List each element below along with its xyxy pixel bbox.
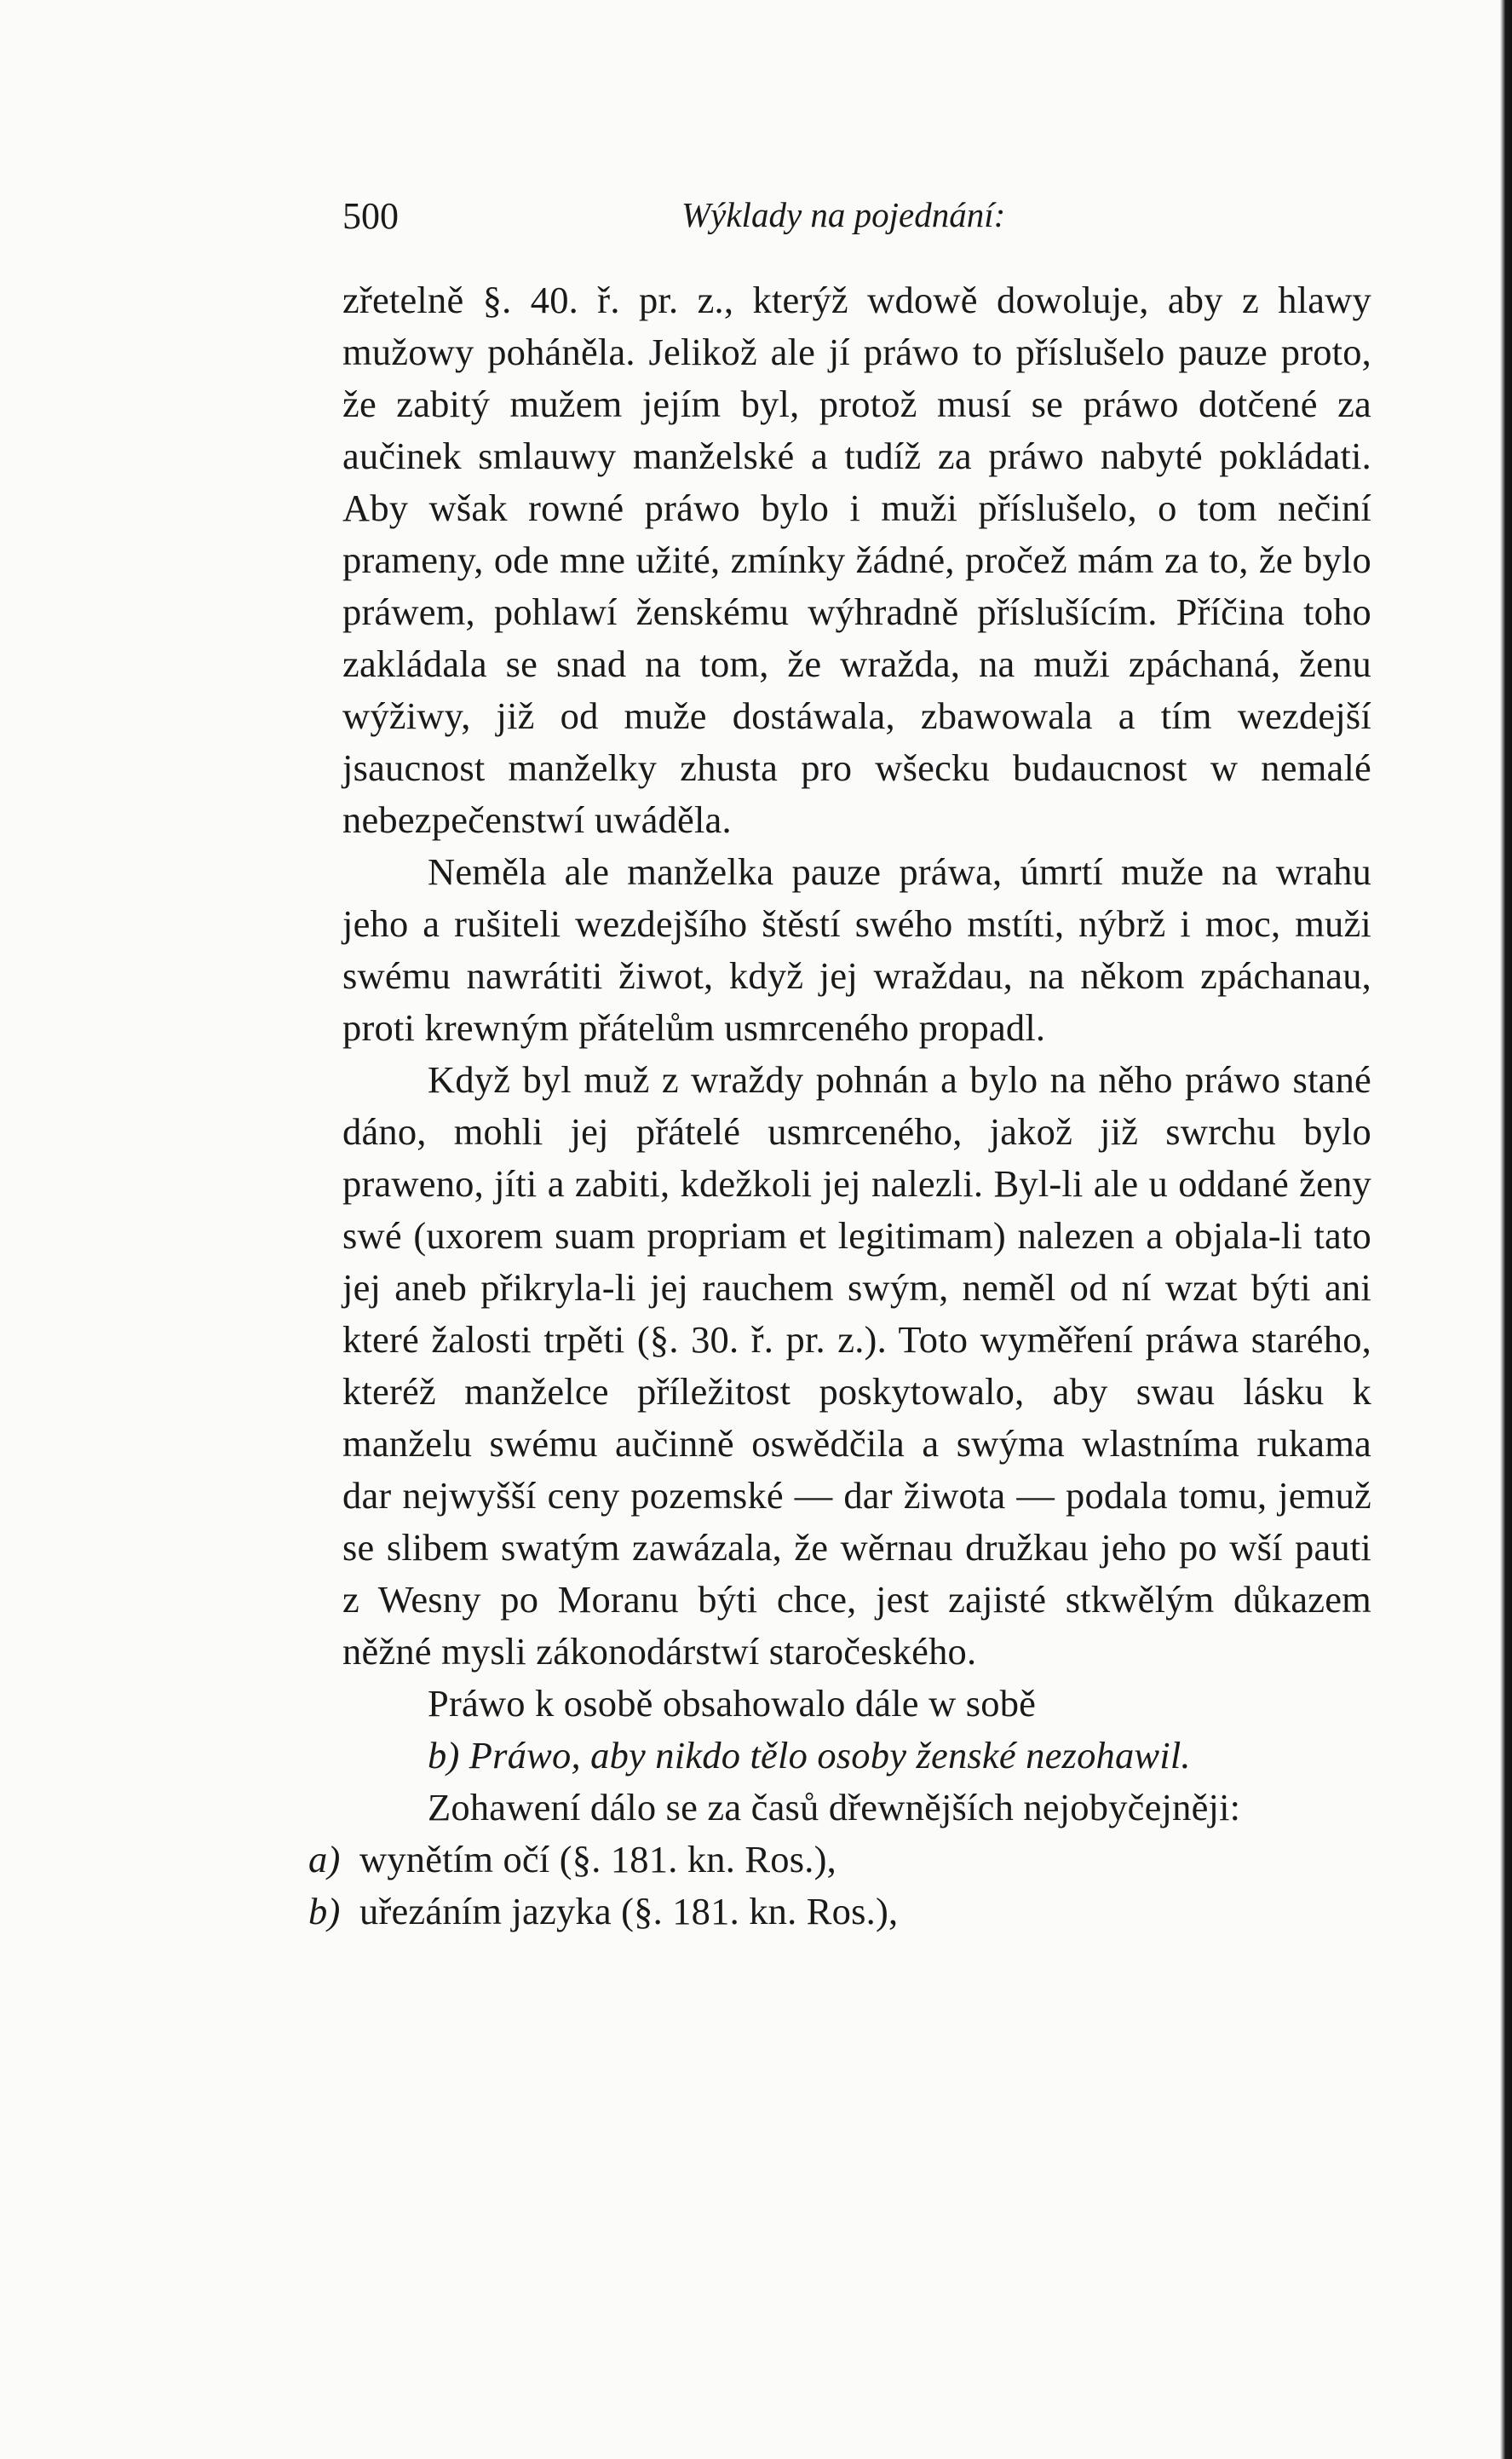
paragraph-4: Práwo k osobě obsahowalo dále w sobě — [428, 1682, 1037, 1725]
paragraph-6: Zohawení dálo se za časů dřewnějších nejobyčejněji: — [428, 1786, 1241, 1828]
list-item — [308, 1886, 1371, 1938]
paragraph-3: Když byl muž z wraždy pohnán a bylo na něho práwo stané dáno, mohli jej přátelé usmrceného, jakož již swrchu bylo praweno, jíti a zabiti, kdežkoli jej nalezli. Byl-li ale u oddané ženy swé (uxorem suam propriam et legitimam) nalezen a objala-li tato jej aneb přikryla-li jej rauchem swým, neměl od ní wzat býti ani které žalosti trpěti (§. 30. ř. pr. z.). Toto wyměření práwa starého, kteréž manželce příležitost poskytowalo, aby swau lásku k manželu swému aučinně oswědčila a swýma wlastníma rukama dar nejwyšší ceny pozemské — dar žiwota — podala tomu, jemuž se slibem swatým zawázala, že wěrnau družkau jeho po wší pauti z Wesny po Moranu býti chce, jest zajisté stkwělým důkazem něžné mysli zákonodárstwí staročeského. — [342, 1058, 1371, 1673]
page-header — [342, 194, 1373, 245]
section-heading-b: b) Práwo, aby nikdo tělo osoby ženské nezohawil. — [428, 1734, 1191, 1777]
page-number: 500 — [342, 195, 399, 237]
body-text — [308, 274, 1371, 1938]
list-marker: b) — [308, 1890, 341, 1932]
list-item-text: wynětím očí (§. 181. kn. Ros.), — [359, 1838, 836, 1880]
page-edge-shadow — [1500, 0, 1512, 2459]
list-marker: a) — [308, 1838, 341, 1880]
paragraph-2: Neměla ale manželka pauze práwa, úmrtí muže na wrahu jeho a rušiteli wezdejšího štěstí swého mstíti, nýbrž i moc, muži swému nawrátiti žiwot, když jej wraždau, na někom zpáchanau, proti krewným přátelům usmrceného propadl. — [342, 850, 1371, 1049]
paragraph-1: zřetelně §. 40. ř. pr. z., kterýž wdowě dowoluje, aby z hlawy mužowy poháněla. Jelikož ale jí práwo to příslušelo pauze proto, že zabitý mužem jejím byl, protož musí se práwo dotčené za aučinek smlauwy manželské a tudíž za práwo nabyté pokládati. Aby wšak rowné práwo bylo i muži příslušelo, o tom nečiní prameny, ode mne užité, zmínky žádné, pročež mám za to, že bylo práwem, pohlawí ženskému wýhradně příslušícím. Příčina toho zakládala se snad na tom, že wražda, na muži zpáchaná, ženu wýžiwy, již od muže dostáwala, zbawowala a tím wezdejší jsaucnost manželky zhusta pro wšecku budaucnost w nemalé nebezpečenstwí uwáděla. — [342, 279, 1371, 841]
list-item-text: uřezáním jazyka (§. 181. kn. Ros.), — [359, 1890, 899, 1932]
running-title: Wýklady na pojednání: — [681, 195, 1006, 234]
list-item — [308, 1834, 1371, 1886]
